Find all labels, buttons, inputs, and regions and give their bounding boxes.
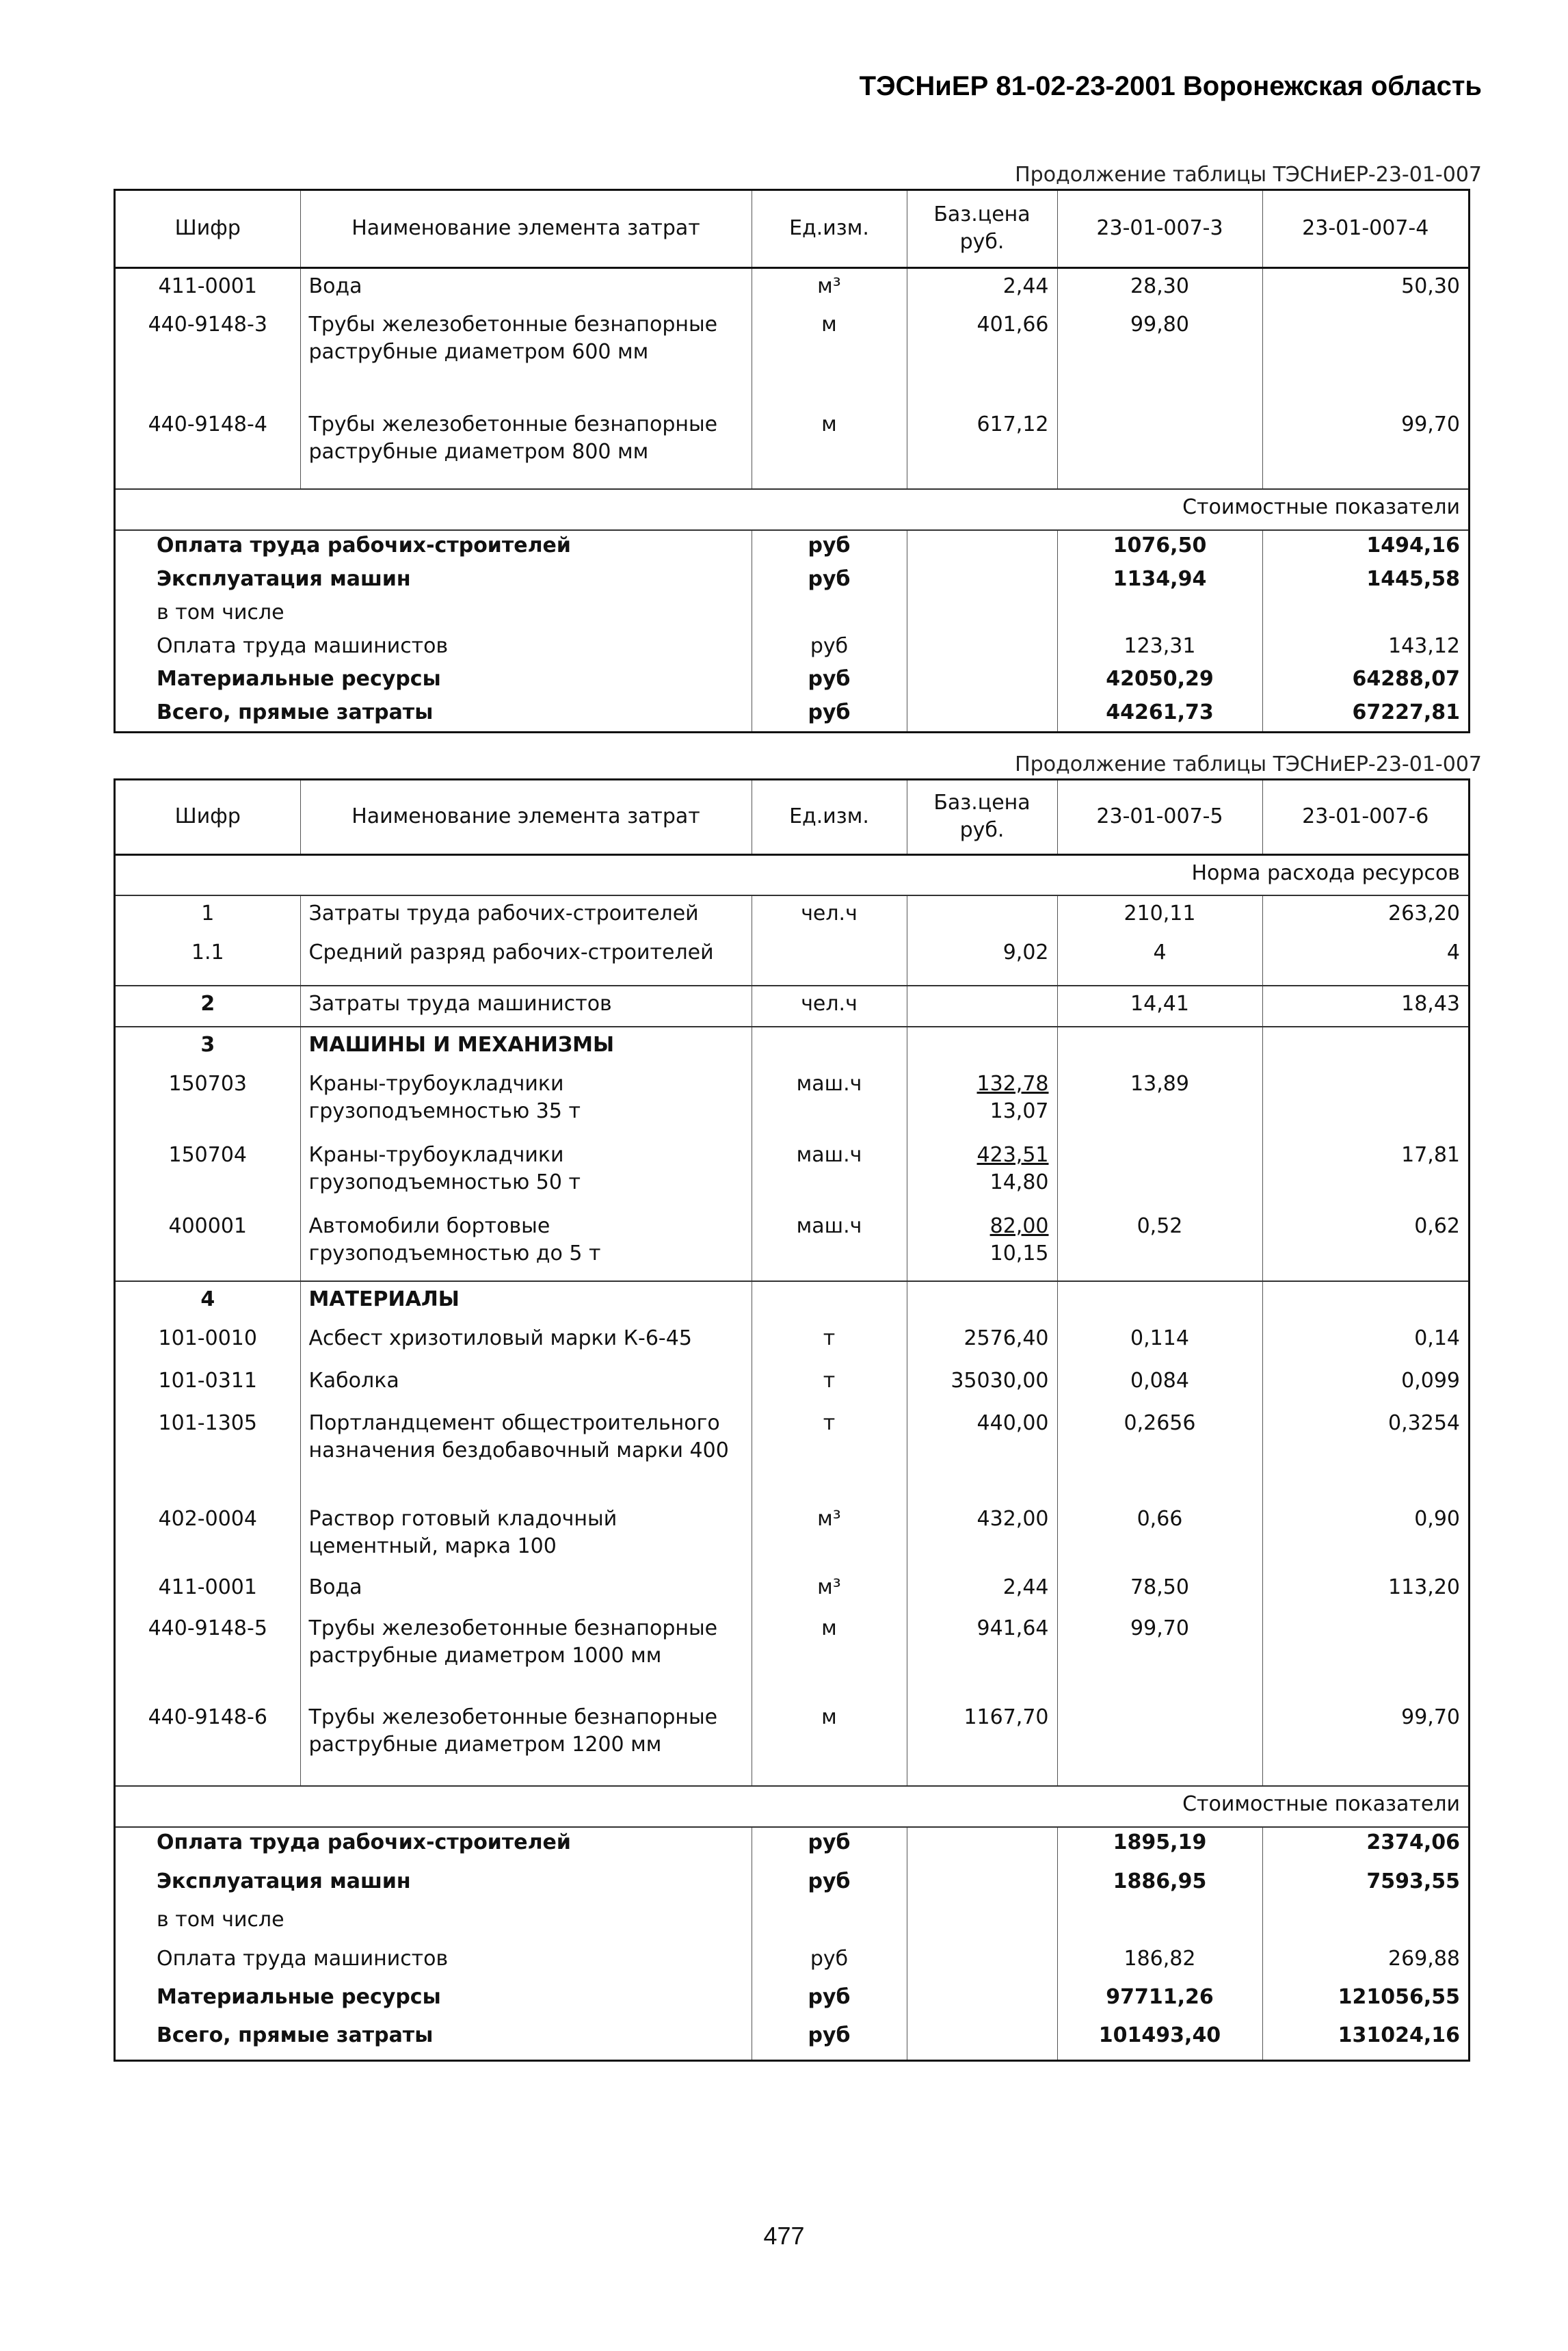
summary-value-2: 2374,06 — [1262, 1827, 1468, 1867]
row-price: 617,12 — [907, 407, 1057, 489]
table-row — [116, 895, 1468, 935]
row-name: Портландцемент общестроительного назначения бездобавочный марки 400 — [300, 1406, 752, 1501]
summary-value-1: 1134,94 — [1057, 564, 1262, 598]
row-name: Автомобили бортовые грузоподъемностью до 5 т — [300, 1209, 752, 1281]
summary-row — [116, 1905, 1468, 1943]
row-value-2 — [1262, 1611, 1468, 1700]
table-row — [116, 1138, 1468, 1209]
row-code: 101-0311 — [158, 1369, 257, 1393]
summary-unit: руб — [752, 1867, 907, 1905]
row-unit: т — [752, 1406, 907, 1501]
table-row — [116, 1321, 1468, 1363]
row-price — [907, 1209, 1057, 1281]
row-code: 150704 — [168, 1143, 248, 1167]
table-row — [116, 1209, 1468, 1281]
row-code: 440-9148-3 — [148, 313, 267, 337]
summary-value-1: 123,31 — [1057, 631, 1262, 665]
row-value-2 — [1262, 1066, 1468, 1138]
summary-value-2: 131024,16 — [1262, 2021, 1468, 2060]
summary-unit: руб — [752, 530, 907, 564]
section-header-row — [116, 854, 1468, 895]
col-unit-header: Ед.изм. — [752, 780, 907, 854]
row-value-1: 0,084 — [1057, 1363, 1262, 1406]
row-value-2: 0,14 — [1262, 1321, 1468, 1363]
row-name: Трубы железобетонные безнапорные раструбные диаметром 1200 мм — [300, 1700, 752, 1786]
resource-table-1 — [114, 189, 1470, 733]
row-name: Затраты труда рабочих-строителей — [300, 895, 752, 935]
table-row — [116, 1406, 1468, 1501]
row-value-2: 99,70 — [1262, 407, 1468, 489]
row-value-2: 50,30 — [1262, 267, 1468, 307]
summary-row — [116, 1867, 1468, 1905]
row-unit: чел.ч — [752, 895, 907, 935]
summary-unit: руб — [752, 1827, 907, 1867]
row-value-2: 99,70 — [1262, 1700, 1468, 1786]
table-row — [116, 986, 1468, 1027]
row-unit: маш.ч — [752, 1138, 907, 1209]
row-name: Средний разряд рабочих-строителей — [300, 935, 752, 986]
row-unit: маш.ч — [752, 1209, 907, 1281]
summary-unit: руб — [752, 664, 907, 698]
table-row — [116, 307, 1468, 407]
section-title-row — [116, 1027, 1468, 1066]
table-row — [116, 1066, 1468, 1138]
row-name: Раствор готовый кладочный цементный, марка 100 — [300, 1501, 752, 1570]
row-code: 101-0010 — [158, 1326, 257, 1350]
summary-row — [116, 598, 1468, 631]
section-header-row — [116, 1786, 1468, 1827]
row-price: 432,00 — [907, 1501, 1057, 1570]
row-value-1: 99,80 — [1057, 307, 1262, 407]
row-value-2: 18,43 — [1262, 986, 1468, 1027]
row-value-1 — [1057, 1138, 1262, 1209]
summary-label: Оплата труда машинистов — [157, 1946, 449, 1971]
page-number: 477 — [763, 2222, 805, 2250]
machine-price: 423,51 — [976, 1143, 1049, 1167]
row-value-2: 0,3254 — [1262, 1406, 1468, 1501]
section-title-row — [116, 1281, 1468, 1321]
row-name: Трубы железобетонные безнапорные раструбные диаметром 1000 мм — [300, 1611, 752, 1700]
row-value-1: 14,41 — [1057, 986, 1262, 1027]
summary-label: Всего, прямые затраты — [157, 2023, 434, 2048]
row-price: 9,02 — [907, 935, 1057, 986]
summary-unit: руб — [752, 1944, 907, 1982]
summary-value-1: 1076,50 — [1057, 530, 1262, 564]
summary-label: Оплата труда машинистов — [157, 633, 449, 658]
summary-unit: руб — [752, 1982, 907, 2021]
row-value-2: 263,20 — [1262, 895, 1468, 935]
summary-label: Оплата труда рабочих-строителей — [157, 1830, 571, 1854]
row-price: 440,00 — [907, 1406, 1057, 1501]
row-value-2: 0,62 — [1262, 1209, 1468, 1281]
table-row — [116, 1611, 1468, 1700]
row-name: Краны-трубоукладчики грузоподъемностью 50 т — [300, 1138, 752, 1209]
summary-label: Эксплуатация машин — [157, 566, 411, 591]
row-value-2 — [1262, 307, 1468, 407]
table-row — [116, 1363, 1468, 1406]
row-name: Трубы железобетонные безнапорные раструбные диаметром 800 мм — [300, 407, 752, 489]
row-unit: м³ — [752, 1570, 907, 1611]
row-value-1: 0,2656 — [1057, 1406, 1262, 1501]
row-value-2: 0,90 — [1262, 1501, 1468, 1570]
machines-section-title: МАШИНЫ И МЕХАНИЗМЫ — [300, 1027, 752, 1066]
row-name: Затраты труда машинистов — [300, 986, 752, 1027]
summary-unit: руб — [752, 631, 907, 665]
summary-label: Эксплуатация машин — [157, 1869, 411, 1893]
summary-value-1: 44261,73 — [1057, 698, 1262, 731]
summary-label: Материальные ресурсы — [157, 1985, 441, 2010]
row-unit: чел.ч — [752, 986, 907, 1027]
row-code: 150703 — [168, 1072, 248, 1096]
summary-unit: руб — [752, 2021, 907, 2060]
row-code: 411-0001 — [158, 274, 257, 298]
row-price: 2,44 — [907, 1570, 1057, 1611]
row-value-1 — [1057, 1700, 1262, 1786]
col-unit-header: Ед.изм. — [752, 191, 907, 267]
row-name: Вода — [300, 267, 752, 307]
summary-value-2: 143,12 — [1262, 631, 1468, 665]
col-price-header: Баз.цена руб. — [907, 780, 1057, 854]
row-unit: т — [752, 1321, 907, 1363]
summary-value-2: 1445,58 — [1262, 564, 1468, 598]
row-value-1: 99,70 — [1057, 1611, 1262, 1700]
row-value-1: 13,89 — [1057, 1066, 1262, 1138]
row-price: 1167,70 — [907, 1700, 1057, 1786]
summary-row — [116, 664, 1468, 698]
summary-row — [116, 631, 1468, 665]
summary-value-1: 1886,95 — [1057, 1867, 1262, 1905]
row-code: 3 — [116, 1027, 300, 1066]
row-name: Краны-трубоукладчики грузоподъемностью 35 т — [300, 1066, 752, 1138]
summary-value-2: 121056,55 — [1262, 1982, 1468, 2021]
row-unit — [752, 935, 907, 986]
row-unit: м³ — [752, 1501, 907, 1570]
col-norm-2-header: 23-01-007-4 — [1262, 191, 1468, 267]
table2-continuation-note: Продолжение таблицы ТЭСНиЕР-23-01-007 — [1015, 752, 1482, 776]
row-value-2: 17,81 — [1262, 1138, 1468, 1209]
summary-unit: руб — [752, 698, 907, 731]
machinist-pay: 14,80 — [989, 1170, 1049, 1194]
row-code: 101-1305 — [158, 1411, 257, 1435]
summary-label: Оплата труда рабочих-строителей — [157, 534, 571, 557]
row-price: 2576,40 — [907, 1321, 1057, 1363]
row-code: 411-0001 — [158, 1575, 257, 1599]
row-unit: т — [752, 1363, 907, 1406]
table-row — [116, 935, 1468, 986]
row-price: 35030,00 — [907, 1363, 1057, 1406]
row-code: 400001 — [168, 1214, 248, 1238]
row-value-1: 78,50 — [1057, 1570, 1262, 1611]
resource-norm-header: Норма расхода ресурсов — [116, 854, 1468, 895]
row-code: 440-9148-5 — [148, 1616, 267, 1640]
summary-value-2: 64288,07 — [1262, 664, 1468, 698]
row-unit: м — [752, 407, 907, 489]
row-price — [907, 895, 1057, 935]
summary-value-2: 7593,55 — [1262, 1867, 1468, 1905]
summary-value-1: 97711,26 — [1057, 1982, 1262, 2021]
summary-row — [116, 564, 1468, 598]
summary-row — [116, 1982, 1468, 2021]
row-code: 440-9148-4 — [148, 412, 267, 436]
col-code-header: Шифр — [116, 191, 300, 267]
row-price: 2,44 — [907, 267, 1057, 307]
row-value-1: 28,30 — [1057, 267, 1262, 307]
table-row — [116, 1700, 1468, 1786]
machinist-pay: 10,15 — [989, 1242, 1049, 1265]
col-name-header: Наименование элемента затрат — [300, 780, 752, 854]
summary-row — [116, 2021, 1468, 2060]
summary-label: в том числе — [157, 600, 284, 625]
table-row — [116, 1570, 1468, 1611]
cost-indicators-header: Стоимостные показатели — [116, 1786, 1468, 1827]
machine-price: 82,00 — [989, 1214, 1049, 1238]
row-value-1: 0,52 — [1057, 1209, 1262, 1281]
summary-value-2: 67227,81 — [1262, 698, 1468, 731]
section-header-row — [116, 489, 1468, 530]
materials-section-title: МАТЕРИАЛЫ — [300, 1281, 752, 1321]
table1-continuation-note: Продолжение таблицы ТЭСНиЕР-23-01-007 — [1015, 163, 1482, 187]
row-price — [907, 1066, 1057, 1138]
row-unit: м — [752, 1611, 907, 1700]
row-value-1 — [1057, 407, 1262, 489]
row-value-2: 4 — [1262, 935, 1468, 986]
row-value-1: 210,11 — [1057, 895, 1262, 935]
row-code: 402-0004 — [158, 1507, 257, 1531]
row-unit: м — [752, 307, 907, 407]
row-name: Асбест хризотиловый марки К-6-45 — [300, 1321, 752, 1363]
machine-price: 132,78 — [976, 1072, 1049, 1096]
page-header: ТЭСНиЕР 81-02-23-2001 Воронежская область — [859, 71, 1482, 101]
row-code: 440-9148-6 — [148, 1705, 267, 1729]
row-code: 4 — [116, 1281, 300, 1321]
cost-indicators-header: Стоимостные показатели — [116, 489, 1468, 530]
summary-label: в том числе — [157, 1908, 284, 1932]
summary-value-1: 186,82 — [1057, 1944, 1262, 1982]
summary-value-1: 42050,29 — [1057, 664, 1262, 698]
row-unit: м³ — [752, 267, 907, 307]
resource-table-2 — [114, 778, 1470, 2062]
col-norm-1-header: 23-01-007-3 — [1057, 191, 1262, 267]
row-price: 941,64 — [907, 1611, 1057, 1700]
table-header-row — [116, 780, 1468, 854]
summary-label: Всего, прямые затраты — [157, 700, 434, 725]
row-value-2: 113,20 — [1262, 1570, 1468, 1611]
table-row — [116, 267, 1468, 307]
row-name: Каболка — [300, 1363, 752, 1406]
row-price — [907, 986, 1057, 1027]
row-code: 2 — [116, 986, 300, 1027]
summary-value-2: 269,88 — [1262, 1944, 1468, 1982]
summary-row — [116, 1944, 1468, 1982]
col-name-header: Наименование элемента затрат — [300, 191, 752, 267]
summary-value-1: 1895,19 — [1057, 1827, 1262, 1867]
row-code: 1.1 — [191, 941, 224, 964]
summary-row — [116, 698, 1468, 731]
col-code-header: Шифр — [116, 780, 300, 854]
row-price: 401,66 — [907, 307, 1057, 407]
table-row — [116, 1501, 1468, 1570]
table-header-row — [116, 191, 1468, 267]
row-code: 1 — [201, 902, 215, 925]
row-name: Трубы железобетонные безнапорные раструбные диаметром 600 мм — [300, 307, 752, 407]
row-value-1: 4 — [1057, 935, 1262, 986]
summary-row — [116, 1827, 1468, 1867]
row-name: Вода — [300, 1570, 752, 1611]
col-price-header: Баз.цена руб. — [907, 191, 1057, 267]
row-unit: м — [752, 1700, 907, 1786]
machinist-pay: 13,07 — [989, 1099, 1049, 1123]
row-unit: маш.ч — [752, 1066, 907, 1138]
col-norm-1-header: 23-01-007-5 — [1057, 780, 1262, 854]
row-price — [907, 1138, 1057, 1209]
summary-value-2: 1494,16 — [1262, 530, 1468, 564]
row-value-1: 0,66 — [1057, 1501, 1262, 1570]
summary-value-1: 101493,40 — [1057, 2021, 1262, 2060]
summary-label: Материальные ресурсы — [157, 667, 441, 692]
col-norm-2-header: 23-01-007-6 — [1262, 780, 1468, 854]
row-value-2: 0,099 — [1262, 1363, 1468, 1406]
summary-unit: руб — [752, 564, 907, 598]
table-row — [116, 407, 1468, 489]
row-value-1: 0,114 — [1057, 1321, 1262, 1363]
summary-row — [116, 530, 1468, 564]
